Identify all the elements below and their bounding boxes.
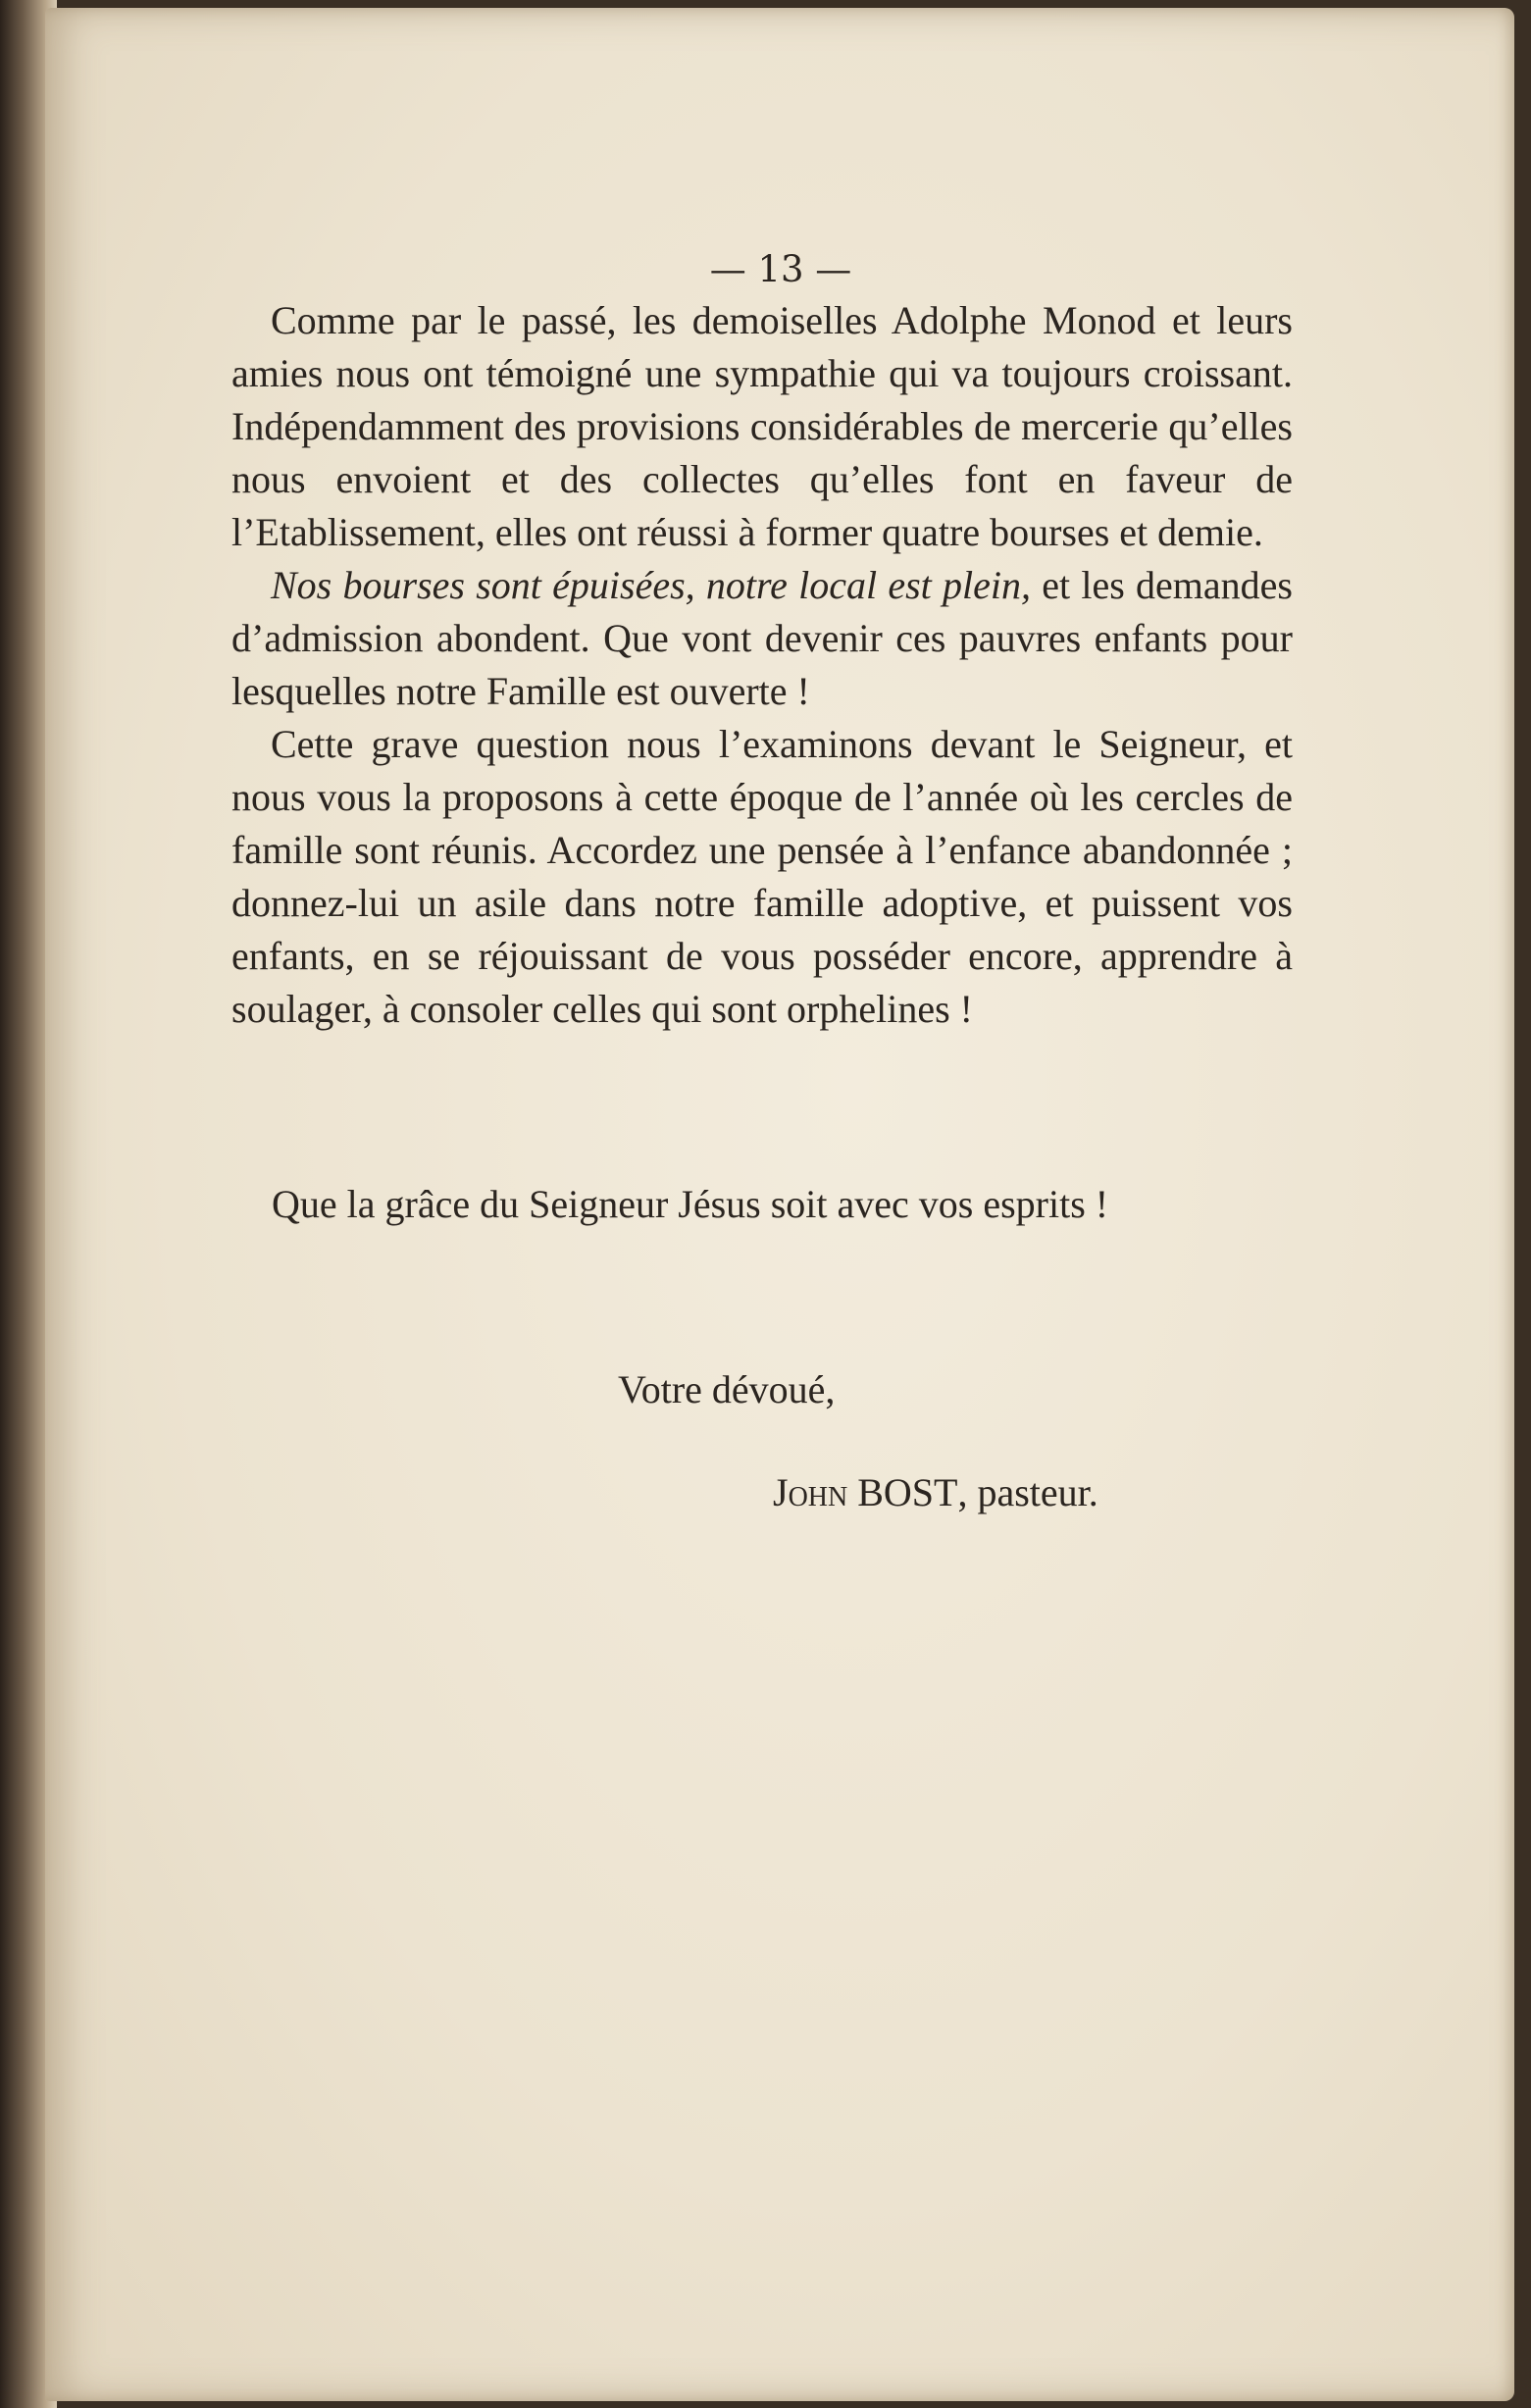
paragraph-2 — [231, 559, 1293, 718]
closing-blessing: Que la grâce du Seigneur Jésus soit avec vos esprits ! — [272, 1182, 1109, 1226]
signature-name: John BOST — [773, 1470, 958, 1514]
paragraph-1 — [231, 294, 1293, 559]
page-number: — 13 — — [709, 248, 852, 290]
paragraph-2-italic: Nos bourses sont épuisées, notre local est plein, — [271, 563, 1031, 607]
paragraph-3-text: Cette grave question nous l’examinons devant le Seigneur, et nous vous la proposons à cette époque de l’année où les cercles de famille sont réunis. Accordez une pensée à l’enfance abandonnée ; donnez-lui un asile dans notre famille adoptive, et puissent vos enfants, en se réjouissant de vous posséder encore, apprendre à soulager, à consoler celles qui sont orphelines ! — [231, 722, 1293, 1031]
paragraph-2-text: et les demandes d’admission abondent. Que vont devenir ces pauvres enfants pour lesquelles notre Famille est ouverte ! — [231, 563, 1293, 713]
book-page — [45, 8, 1514, 2401]
signature-title: , pasteur. — [957, 1470, 1098, 1514]
paragraph-3 — [231, 718, 1293, 1036]
body-text — [231, 294, 1293, 1036]
paragraph-1-text: Comme par le passé, les demoiselles Adolphe Monod et leurs amies nous ont témoigné une sympathie qui va toujours croissant. Indépendamment des provisions considérables de mercerie qu’elles nous envoient et des collectes qu’elles font en faveur de l’Etablissement, elles ont réussi à former quatre bourses et demie. — [231, 298, 1293, 554]
sign-off: Votre dévoué, — [618, 1367, 836, 1411]
signature — [773, 1469, 1098, 1515]
